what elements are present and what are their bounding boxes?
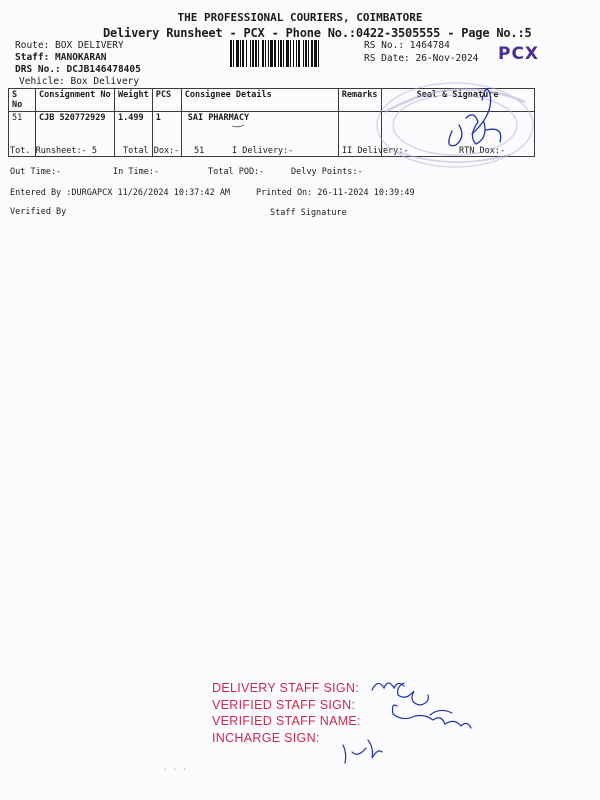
drs-number: DRS No.: DCJB146478405	[15, 64, 141, 75]
verified-staff-sign-label: VERIFIED STAFF SIGN:	[212, 697, 356, 712]
barcode	[230, 40, 358, 67]
delivery-staff-sign-label: DELIVERY STAFF SIGN:	[212, 681, 360, 695]
in-time: In Time:-	[113, 167, 160, 177]
cell-consignee: SAI PHARMACY	[181, 112, 338, 157]
pcx-logo: PCX	[498, 44, 540, 64]
cell-sno: 51	[9, 112, 36, 157]
vehicle-label: Vehicle: Box Delivery	[19, 76, 140, 87]
staff-label: Staff: MANOKARAN	[15, 52, 107, 63]
cell-pcs: 1	[152, 112, 181, 157]
i-delivery: I Delivery:-	[232, 146, 294, 156]
col-consignment-no: Consignment No	[36, 89, 115, 112]
total-dox-value: 51	[194, 146, 205, 156]
col-consignee-details: Consignee Details	[181, 89, 338, 112]
company-name: THE PROFESSIONAL COURIERS, COIMBATORE	[177, 11, 423, 24]
verified-by: Verified By	[10, 207, 67, 217]
cell-consignment-no: CJB 520772929	[36, 112, 115, 157]
col-weight: Weight	[115, 89, 153, 112]
col-sno: S No	[9, 89, 36, 112]
rs-number: RS No.: 1464784	[364, 40, 450, 51]
staff-signature-label: Staff Signature	[270, 208, 347, 218]
runsheet-title: Delivery Runsheet - PCX - Phone No.:0422-3505555 - Page No.:5	[103, 26, 532, 40]
total-pod: Total POD:-	[208, 167, 265, 177]
faint-marks: · · ·	[163, 765, 188, 774]
rs-date: RS Date: 26-Nov-2024	[364, 53, 479, 64]
red-stamp	[212, 680, 361, 746]
incharge-sign-label: INCHARGE SIGN:	[212, 730, 320, 745]
cell-weight: 1.499	[115, 112, 153, 157]
printed-on: Printed On: 26-11-2024 10:39:49	[256, 188, 415, 198]
delvy-points: Delvy Points:-	[291, 167, 363, 177]
col-pcs: PCS	[152, 89, 181, 112]
total-runsheet: Tot. Runsheet:- 5	[10, 146, 97, 156]
table-header-row	[9, 89, 535, 112]
route-label: Route: BOX DELIVERY	[15, 40, 124, 51]
verified-staff-name-label: VERIFIED STAFF NAME:	[212, 714, 361, 729]
entered-by: Entered By :DURGAPCX 11/26/2024 10:37:42 AM	[10, 188, 231, 198]
col-remarks: Remarks	[338, 89, 381, 112]
out-time: Out Time:-	[10, 167, 62, 177]
total-dox-label: Total Dox:-	[123, 146, 180, 156]
ii-delivery: II Delivery:-	[342, 146, 409, 156]
stamp-signatures	[343, 683, 471, 763]
col-seal-signature: Seal & Signature	[381, 89, 534, 112]
rtn-dox: RTN Dox:-	[459, 146, 506, 156]
